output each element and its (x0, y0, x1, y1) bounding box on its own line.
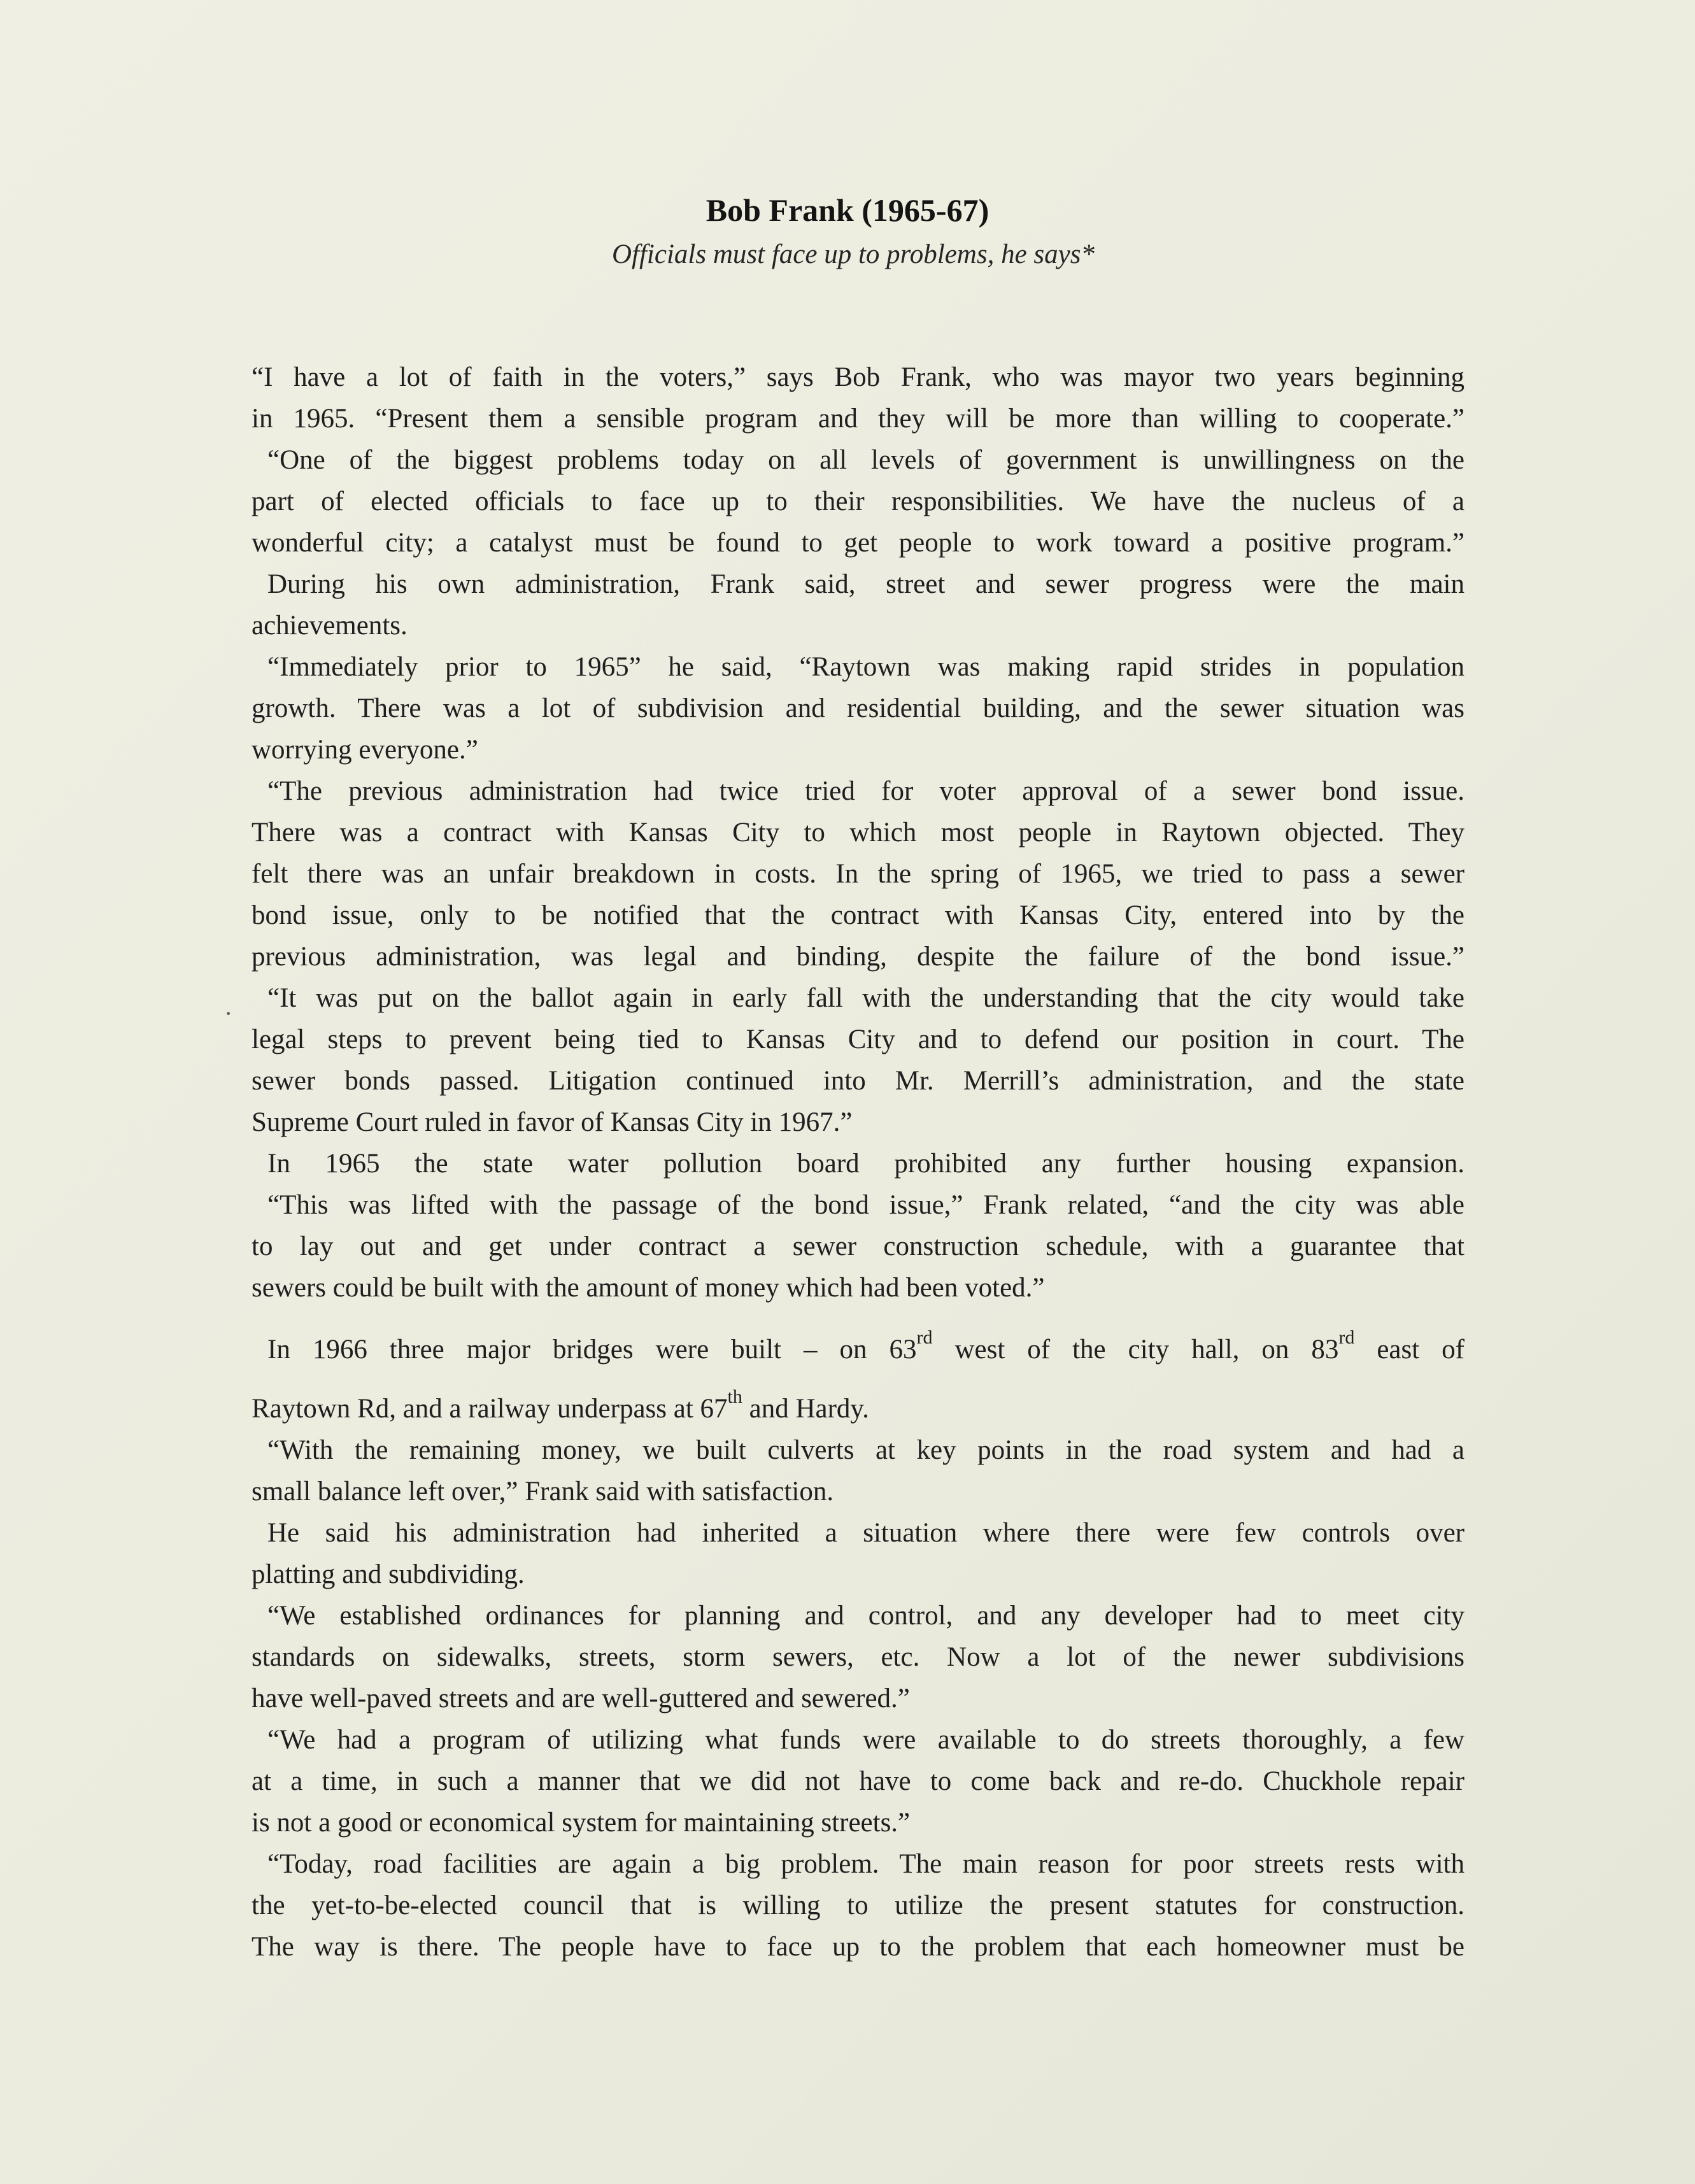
body-line (252, 732, 478, 768)
body-line (252, 691, 1465, 727)
line-text: He said his administration had inherited a situation where there were few controls over (267, 1518, 1465, 1548)
line-text: part of elected officials to face up to their responsibilities. We have the nucleus of a (252, 486, 1465, 516)
body-line (252, 1929, 1465, 1965)
line-text: “We established ordinances for planning and control, and any developer had to meet city (267, 1601, 1465, 1631)
body-line (252, 360, 1465, 395)
line-text: The way is there. The people have to face up to the problem that each homeowner must be (252, 1932, 1465, 1962)
line-text: east of (1354, 1335, 1465, 1365)
body-line (267, 1515, 1465, 1551)
body-line (252, 1557, 525, 1592)
body-line (252, 1681, 910, 1717)
line-text: wonderful city; a catalyst must be found to get people to work toward a positive program.” (252, 528, 1465, 558)
ordinal-suffix: rd (1338, 1326, 1355, 1348)
line-text: legal steps to prevent being tied to Kansas City and to defend our position in court. The (252, 1025, 1465, 1054)
line-text: “One of the biggest problems today on all levels of government is unwillingness on the (267, 445, 1465, 475)
ordinal-suffix: th (727, 1386, 742, 1407)
line-text: Raytown Rd, and a railway underpass at 67 (252, 1394, 728, 1424)
ordinal-suffix: rd (916, 1326, 933, 1348)
line-text: to lay out and get under contract a sewer construction schedule, with a guarantee that (252, 1231, 1465, 1261)
body-line (252, 1474, 833, 1510)
line-text: “The previous administration had twice tried for voter approval of a sewer bond issue. (267, 776, 1465, 806)
line-text: In 1965 the state water pollution board prohibited any further housing expansion. (267, 1149, 1465, 1179)
line-text: in 1965. “Present them a sensible program and they will be more than willing to cooperate.” (252, 404, 1465, 434)
line-text: “This was lifted with the passage of the bond issue,” Frank related, “and the city was able (267, 1190, 1465, 1220)
body-line (267, 649, 1465, 685)
line-text: sewers could be built with the amount of money which had been voted.” (252, 1273, 1045, 1303)
line-text: felt there was an unfair breakdown in costs. In the spring of 1965, we tried to pass a sewer (252, 859, 1465, 889)
line-text: is not a good or economical system for maintaining streets.” (252, 1808, 911, 1838)
line-text: There was a contract with Kansas City to which most people in Raytown objected. They (252, 818, 1465, 847)
body-line (267, 1433, 1465, 1468)
article-title: Bob Frank (1965-67) (706, 192, 989, 228)
body-line (252, 401, 1465, 437)
body-line (252, 1229, 1465, 1265)
body-line (252, 1022, 1465, 1058)
body-line (252, 939, 1465, 975)
line-text: previous administration, was legal and binding, despite the failure of the bond issue.” (252, 942, 1465, 972)
line-text: west of the city hall, on 83 (932, 1335, 1339, 1365)
body-line (252, 525, 1465, 561)
body-line (252, 1063, 1465, 1099)
line-text: standards on sidewalks, streets, storm sewers, etc. Now a lot of the newer subdivisions (252, 1642, 1465, 1672)
line-text: During his own administration, Frank said, street and sewer progress were the main (267, 569, 1465, 599)
body-line (267, 981, 1465, 1016)
line-text: worrying everyone.” (252, 735, 478, 765)
line-text: achievements. (252, 611, 408, 641)
body-line (267, 1722, 1465, 1758)
body-line (252, 1888, 1465, 1924)
line-text: “Immediately prior to 1965” he said, “Raytown was making rapid strides in population (267, 652, 1465, 682)
body-line (267, 1326, 1465, 1368)
margin-mark: · (224, 999, 233, 1028)
body-line (252, 1805, 910, 1841)
line-text: have well-paved streets and are well-guttered and sewered.” (252, 1684, 910, 1713)
line-text: platting and subdividing. (252, 1559, 525, 1589)
line-text: “I have a lot of faith in the voters,” says Bob Frank, who was mayor two years beginning (252, 362, 1465, 392)
line-text: bond issue, only to be notified that the contract with Kansas City, entered into by the (252, 900, 1465, 930)
body-line (252, 815, 1465, 851)
line-text: “We had a program of utilizing what funds were available to do streets thoroughly, a few (267, 1725, 1465, 1755)
body-line (267, 567, 1465, 602)
body-line (252, 484, 1465, 520)
line-text: Supreme Court ruled in favor of Kansas City in 1967.” (252, 1107, 853, 1137)
body-line (267, 443, 1465, 478)
body-line (252, 898, 1465, 933)
line-text: at a time, in such a manner that we did not have to come back and re-do. Chuckhole repair (252, 1766, 1465, 1796)
line-text: “It was put on the ballot again in early fall with the understanding that the city would take (267, 983, 1465, 1013)
body-line (252, 1764, 1465, 1799)
line-text: and Hardy. (742, 1394, 869, 1424)
line-text: “With the remaining money, we built culverts at key points in the road system and had a (267, 1435, 1465, 1465)
line-text: the yet-to-be-elected council that is willing to utilize the present statutes for construction. (252, 1890, 1465, 1920)
line-text: small balance left over,” Frank said with satisfaction. (252, 1477, 834, 1507)
body-line (252, 608, 408, 644)
line-text: “Today, road facilities are again a big problem. The main reason for poor streets rests with (267, 1849, 1465, 1879)
line-text: growth. There was a lot of subdivision and residential building, and the sewer situation was (252, 693, 1465, 723)
body-line (267, 774, 1465, 809)
body-line (252, 856, 1465, 892)
body-line (267, 1847, 1465, 1882)
body-line (252, 1105, 852, 1140)
article-subtitle: Officials must face up to problems, he says* (611, 239, 1095, 269)
body-line (267, 1188, 1465, 1223)
body-line (252, 1640, 1465, 1675)
body-line (252, 1270, 1045, 1306)
body-line (267, 1146, 1465, 1182)
line-text: sewer bonds passed. Litigation continued into Mr. Merrill’s administration, and the state (252, 1066, 1465, 1096)
line-text: In 1966 three major bridges were built – on 63 (267, 1335, 917, 1365)
body-line (267, 1598, 1465, 1634)
body-line (252, 1386, 869, 1427)
